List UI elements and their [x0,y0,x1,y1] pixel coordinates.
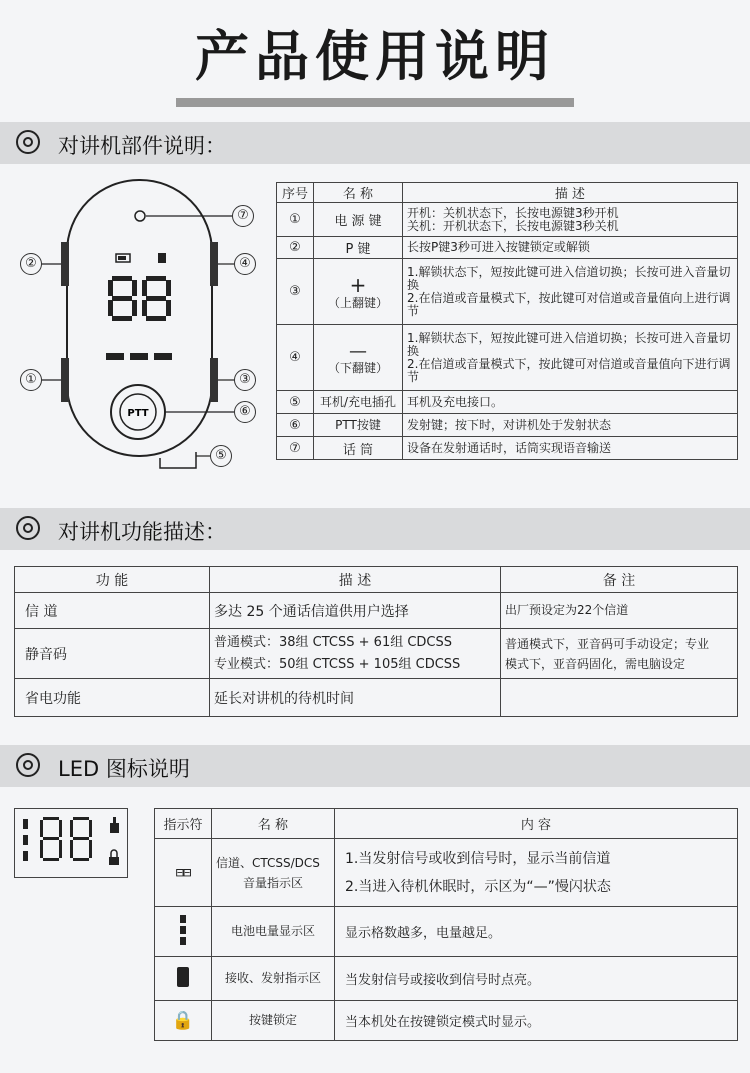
col-header: 名 称 [212,809,335,839]
led-table [154,808,738,1041]
table-row [155,957,738,1001]
row-number: ⑦ [277,437,314,460]
table-row [15,629,738,679]
battery-bars-icon [180,915,186,945]
led-name: 按键锁定 [212,1001,335,1041]
minus-icon: — [349,340,367,362]
led-content: 2.当进入待机休眠时，示区为“—”慢闪状态 [345,878,611,895]
function-desc: 延长对讲机的待机时间 [210,679,501,717]
led-content: 显示格数越多，电量越足。 [335,907,738,957]
function-desc: 多达 25 个通话信道供用户选择 [210,593,501,629]
col-header: 内 容 [335,809,738,839]
part-name: PTT按键 [314,414,403,437]
table-row [277,414,738,437]
col-header: 描 述 [403,183,738,203]
col-header: 名 称 [314,183,403,203]
callout-6: ⑥ [234,401,256,423]
section-header-led [0,745,750,787]
led-display-preview [14,808,128,878]
table-row [277,325,738,391]
function-note [501,679,738,717]
table-row [15,679,738,717]
section-header-parts [0,122,750,164]
part-sub: （下翻键） [327,360,388,375]
part-desc: 设备在发射通话时，话筒实现语音输送 [403,437,738,460]
col-header: 序号 [277,183,314,203]
led-name: 接收、发射指示区 [212,957,335,1001]
table-row [277,391,738,414]
bullet-icon [16,130,40,154]
led-name: 信道、CTCSS/DCS [216,855,320,870]
callout-4: ④ [234,253,256,275]
function-note: 出厂预设定为22个信道 [501,593,738,629]
device-illustration [10,176,272,476]
page-title: 产品使用说明 [195,25,555,88]
function-desc: 专业模式：50组 CTCSS + 105组 CDCSS [214,656,461,672]
part-desc: 长按P键3秒可进入按键锁定或解锁 [403,237,738,259]
callout-2: ② [20,253,42,275]
function-note: 普通模式下，亚音码可手动设定；专业 [505,636,710,651]
table-row [155,907,738,957]
title-underline [176,98,574,107]
part-desc: 1.解锁状态下，短按此键可进入信道切换；长按可进入音量切换 [407,330,731,358]
table-row [277,437,738,460]
row-number: ④ [277,325,314,391]
led-content: 当本机处在按键锁定模式时显示。 [335,1001,738,1041]
part-sub: （上翻键） [327,296,388,310]
part-desc: 1.解锁状态下，短按此键可进入信道切换；长按可进入音量切换 [407,264,731,292]
part-name: 话 筒 [314,437,403,460]
row-number: ⑤ [277,391,314,414]
part-name: P 键 [314,237,403,259]
ptt-text: PTT [127,408,149,419]
part-desc: 开机：关机状态下，长按电源键3秒开机 [407,205,619,220]
function-desc: 普通模式：38组 CTCSS + 61组 CDCSS [214,634,453,650]
led-segments-icon [15,809,127,877]
bullet-icon [16,516,40,540]
section-title: LED 图标说明 [58,757,190,781]
lock-icon: 🔒 [171,1010,195,1031]
part-desc: 2.在信道或音量模式下，按此键可对信道或音量值向下进行调节 [407,356,731,384]
part-name: 电 源 键 [314,203,403,237]
callout-5: ⑤ [210,445,232,467]
function-name: 省电功能 [15,679,210,717]
plus-icon: + [349,273,367,297]
callout-3: ③ [234,369,256,391]
led-content: 当发射信号或接收到信号时点亮。 [335,957,738,1001]
part-desc: 关机：开机状态下，长按电源键3秒关机 [407,218,619,233]
function-name: 静音码 [15,629,210,679]
col-header: 指示符 [155,809,212,839]
table-row [277,259,738,325]
section-header-functions [0,508,750,550]
part-desc: 2.在信道或音量模式下，按此键可对信道或音量值向上进行调节 [407,290,731,318]
callout-1: ① [20,369,42,391]
col-header: 描 述 [210,567,501,593]
led-name: 音量指示区 [242,875,303,890]
table-row [15,593,738,629]
section-title: 对讲机功能描述： [58,520,226,544]
table-row [277,203,738,237]
part-desc: 耳机及充电接口。 [403,391,738,414]
col-header: 备 注 [501,567,738,593]
function-name: 信 道 [15,593,210,629]
row-number: ① [277,203,314,237]
function-note: 模式下，亚音码固化，需电脑设定 [505,656,686,671]
section-title: 对讲机部件说明： [58,134,226,158]
col-header: 功 能 [15,567,210,593]
row-number: ② [277,237,314,259]
part-name: 耳机/充电插孔 [314,391,403,414]
radio-tx-icon [177,967,189,987]
table-row [155,839,738,907]
segment-digits-icon: ⊟⊟ [175,864,191,881]
parts-table [276,182,738,460]
callout-7: ⑦ [232,205,254,227]
function-table [14,566,738,717]
row-number: ⑥ [277,414,314,437]
table-row [155,1001,738,1041]
row-number: ③ [277,259,314,325]
led-name: 电池电量显示区 [212,907,335,957]
table-row [277,237,738,259]
bullet-icon [16,753,40,777]
led-content: 1.当发射信号或收到信号时，显示当前信道 [345,850,611,867]
part-desc: 发射键；按下时，对讲机处于发射状态 [403,414,738,437]
